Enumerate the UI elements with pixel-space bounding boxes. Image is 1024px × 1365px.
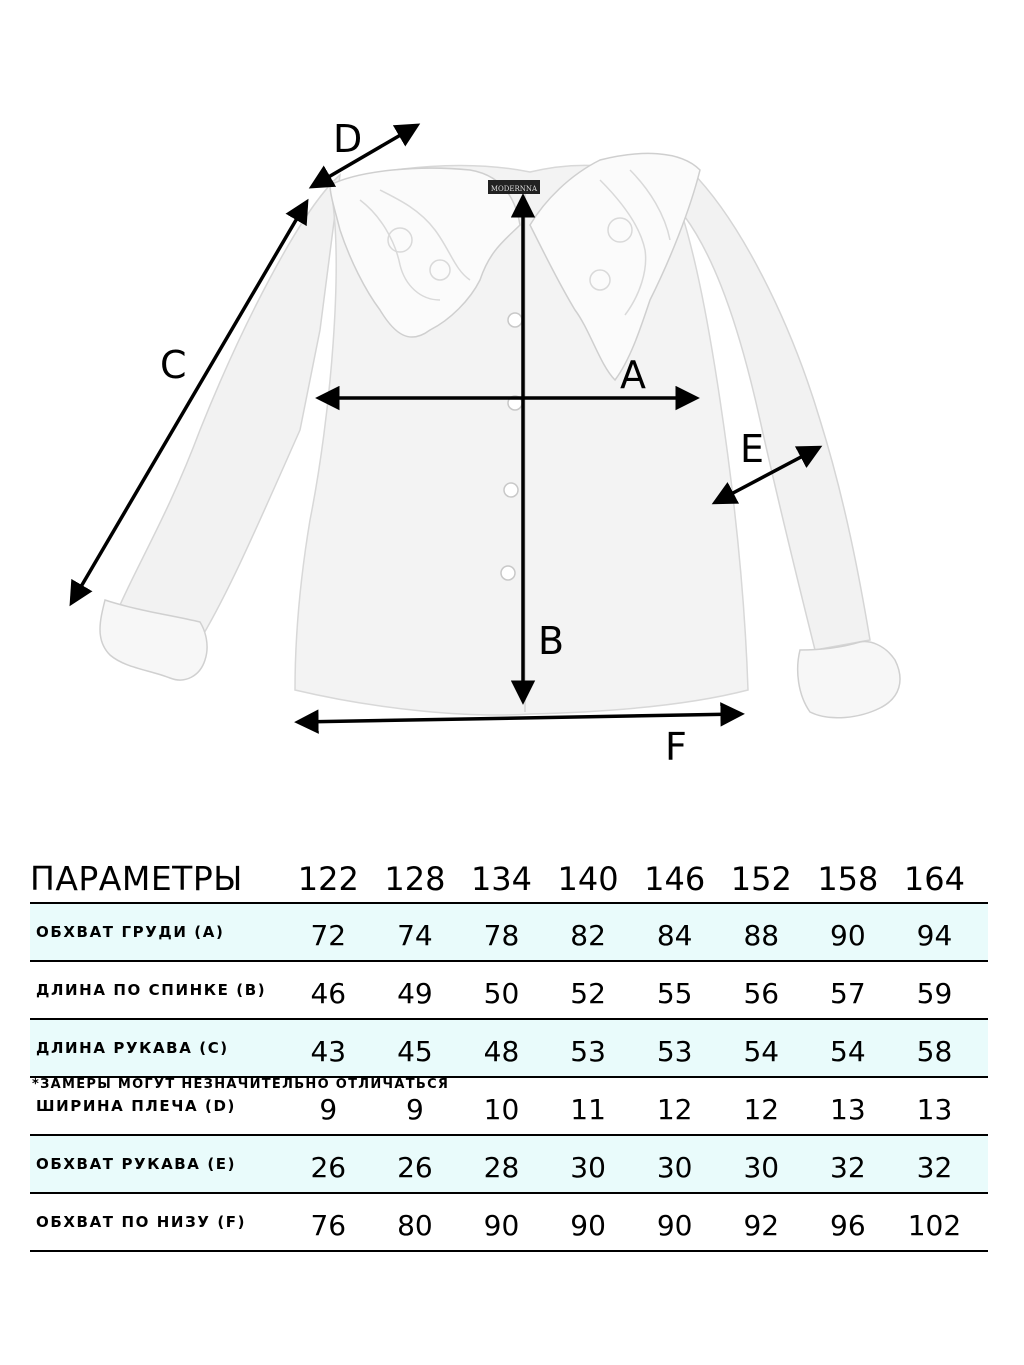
size-chart-table [30,848,988,1252]
table-row [30,962,988,1020]
label-a: A [620,353,646,397]
table-cell: 32 [830,1150,866,1184]
size-header-122: 122 [297,860,359,898]
row-label: ШИРИНА ПЛЕЧА (D) [36,1097,236,1115]
table-cell: 30 [570,1150,606,1184]
table-row [30,1136,988,1194]
button [508,313,522,327]
table-cell: 94 [916,918,953,952]
table-cell: 26 [397,1150,433,1184]
table-cell: 84 [656,918,693,952]
size-header-134: 134 [470,860,533,898]
label-d: D [333,117,363,161]
table-cell: 26 [310,1150,347,1184]
label-e: E [740,427,765,471]
size-header-164: 164 [903,860,965,898]
table-cell: 32 [916,1150,953,1184]
button [504,483,518,497]
brand-tag-text: MODERNNA [490,185,538,193]
table-cell: 54 [830,1034,866,1068]
row-label: ОБХВАТ ГРУДИ (A) [36,923,225,941]
table-cell: 96 [830,1208,866,1242]
table-cell: 53 [570,1034,606,1068]
table-cell: 78 [483,918,520,952]
table-cell: 58 [916,1034,953,1068]
right-cuff [798,642,900,718]
table-cell: 56 [743,976,780,1010]
label-c: C [160,343,187,387]
parameters-heading: ПАРАМЕТРЫ [30,859,243,898]
size-header-158: 158 [817,860,879,898]
table-cell: 28 [483,1150,520,1184]
table-cell: 102 [907,1208,962,1242]
table-cell: 90 [483,1208,520,1242]
table-cell: 13 [916,1092,953,1126]
table-cell: 55 [656,976,693,1010]
table-cell: 88 [743,918,780,952]
row-label: ОБХВАТ ПО НИЗУ (F) [36,1213,247,1231]
row-label: ДЛИНА РУКАВА (C) [36,1039,229,1057]
button [501,566,515,580]
size-header-152: 152 [730,860,792,898]
table-cell: 30 [656,1150,693,1184]
table-cell: 90 [570,1208,606,1242]
table-row [30,904,988,962]
table-cell: 9 [319,1092,338,1126]
size-header-140: 140 [557,860,619,898]
size-header-128: 128 [384,860,446,898]
table-cell: 92 [743,1208,780,1242]
table-cell: 48 [483,1034,520,1068]
label-f: F [665,725,687,769]
table-cell: 46 [310,976,347,1010]
table-cell: 11 [570,1092,606,1126]
table-cell: 12 [743,1092,780,1126]
table-cell: 74 [397,918,433,952]
table-cell: 43 [310,1034,347,1068]
table-header-row [30,848,988,904]
table-cell: 90 [830,918,866,952]
table-cell: 10 [483,1092,520,1126]
table-cell: 50 [483,976,520,1010]
table-cell: 54 [743,1034,780,1068]
table-cell: 53 [656,1034,693,1068]
table-cell: 80 [397,1208,433,1242]
table-cell: 59 [916,976,953,1010]
table-cell: 76 [310,1208,347,1242]
label-b: B [538,619,565,663]
table-cell: 45 [397,1034,433,1068]
table-cell: 30 [743,1150,780,1184]
table-cell: 57 [830,976,866,1010]
table-row [30,1020,988,1078]
row-label: ОБХВАТ РУКАВА (E) [36,1155,237,1173]
table-cell: 13 [830,1092,866,1126]
table-cell: 12 [656,1092,693,1126]
table-cell: 82 [570,918,606,952]
table-cell: 49 [397,976,433,1010]
row-label: ДЛИНА ПО СПИНКЕ (B) [36,981,267,999]
size-header-146: 146 [644,860,706,898]
blouse-illustration [100,153,900,717]
table-cell: 72 [310,918,347,952]
footnote: *ЗАМЕРЫ МОГУТ НЕЗНАЧИТЕЛЬНО ОТЛИЧАТЬСЯ [32,1077,450,1092]
table-cell: 90 [656,1208,693,1242]
table-row [30,1194,988,1252]
table-cell: 9 [405,1092,424,1126]
table-cell: 52 [570,976,606,1010]
